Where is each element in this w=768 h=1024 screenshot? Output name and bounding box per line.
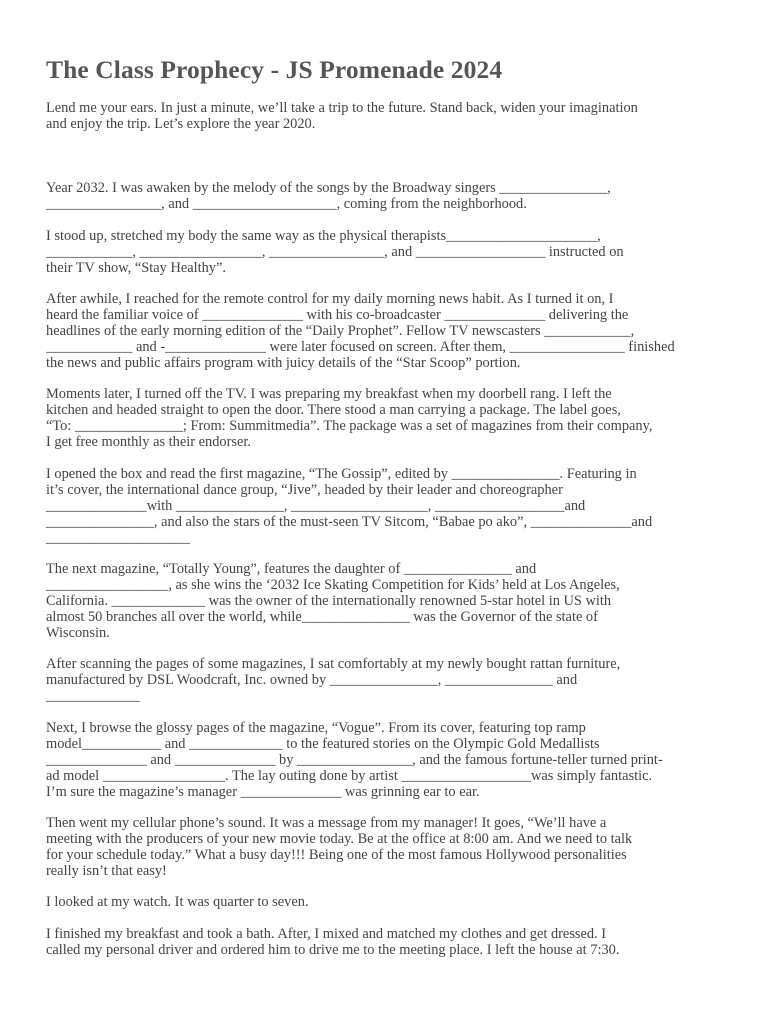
paragraph-line: _______________, and also the stars of the must-seen TV Sitcom, “Babae po ako”, ______________and <box>46 513 653 530</box>
paragraph-line: ________________, and ____________________, coming from the neighborhood. <box>46 195 527 212</box>
paragraph-watch <box>46 895 309 911</box>
paragraph-remote-control <box>46 292 675 372</box>
paragraph-line: I stood up, stretched my body the same way as the physical therapists_____________________, <box>46 228 601 244</box>
paragraph-doorbell <box>46 387 652 451</box>
paragraph-line: ____________ and -______________ were later focused on screen. After them, ________________ finished <box>46 338 675 355</box>
paragraph-line: I looked at my watch. It was quarter to seven. <box>46 894 309 910</box>
paragraph-line: meeting with the producers of your new movie today. Be at the office at 8:00 am. And we need to talk <box>46 830 633 847</box>
paragraph-line: called my personal driver and ordered him to drive me to the meeting place. I left the house at 7:30. <box>46 941 620 958</box>
paragraph-line: Wisconsin. <box>46 624 110 641</box>
paragraph-line: California. _____________ was the owner of the internationally renowned 5-star hotel in US with <box>46 592 612 609</box>
paragraph-line: Lend me your ears. In just a minute, we’ll take a trip to the future. Stand back, widen your imagination <box>46 100 638 116</box>
paragraph-vogue <box>46 721 663 801</box>
paragraph-line: the news and public affairs program with juicy details of the “Star Scoop” portion. <box>46 354 521 371</box>
paragraph-line: it’s cover, the international dance group, “Jive”, headed by their leader and choreographer <box>46 481 563 498</box>
paragraph-line: The next magazine, “Totally Young”, features the daughter of _______________ and <box>46 561 537 577</box>
paragraph-rattan <box>46 657 620 705</box>
paragraph-line: almost 50 branches all over the world, while_______________ was the Governor of the state of <box>46 608 598 625</box>
paragraph-totally-young <box>46 562 620 642</box>
paragraph-line: really isn’t that easy! <box>46 862 167 879</box>
paragraph-line: I get free monthly as their endorser. <box>46 433 251 450</box>
page-title: The Class Prophecy - JS Promenade 2024 <box>46 55 503 84</box>
paragraph-line: After scanning the pages of some magazines, I sat comfortably at my newly bought rattan furniture, <box>46 656 621 672</box>
paragraph-line: _____________ <box>46 687 140 704</box>
paragraph-line: headlines of the early morning edition of the “Daily Prophet”. Fellow TV newscasters ____________, <box>46 322 635 339</box>
paragraph-line: kitchen and headed straight to open the door. There stood a man carrying a package. The label goes, <box>46 401 621 418</box>
paragraph-line: model___________ and _____________ to the featured stories on the Olympic Gold Medallists <box>46 735 600 752</box>
paragraph-line: Year 2032. I was awaken by the melody of the songs by the Broadway singers _______________, <box>46 180 611 196</box>
paragraph-line: Moments later, I turned off the TV. I was preparing my breakfast when my doorbell rang. I left the <box>46 386 612 402</box>
paragraph-stood-up <box>46 229 624 277</box>
paragraph-line: for your schedule today.” What a busy day!!! Being one of the most famous Hollywood personalities <box>46 846 627 863</box>
paragraph-year-2032 <box>46 181 611 213</box>
paragraph-line: “To: _______________; From: Summitmedia”. The package was a set of magazines from their company, <box>46 417 653 434</box>
paragraph-line: I finished my breakfast and took a bath. After, I mixed and matched my clothes and get dressed. I <box>46 926 607 942</box>
paragraph-line: I’m sure the magazine’s manager ______________ was grinning ear to ear. <box>46 783 480 800</box>
paragraph-cellphone <box>46 816 632 880</box>
paragraph-line: ____________, _________________, ________________, and __________________ instructed on <box>46 243 624 260</box>
paragraph-line: Then went my cellular phone’s sound. It was a message from my manager! It goes, “We’ll have a <box>46 815 607 831</box>
paragraph-breakfast <box>46 927 619 959</box>
paragraph-intro <box>46 101 638 133</box>
paragraph-line: Next, I browse the glossy pages of the magazine, “Vogue”. From its cover, featuring top ramp <box>46 720 586 736</box>
paragraph-line: manufactured by DSL Woodcraft, Inc. owned by _______________, _______________ and <box>46 671 578 688</box>
paragraph-line: After awhile, I reached for the remote control for my daily morning news habit. As I turned it on, I <box>46 291 614 307</box>
paragraph-line: _________________, as she wins the ‘2032 Ice Skating Competition for Kids’ held at Los Angeles, <box>46 576 620 593</box>
paragraph-line: ______________ and ______________ by ________________, and the famous fortune-teller turned print- <box>46 751 663 768</box>
paragraph-line: ad model _________________. The lay outing done by artist __________________was simply fantastic. <box>46 767 653 784</box>
paragraph-line: ____________________ <box>46 529 190 546</box>
paragraph-line: I opened the box and read the first magazine, “The Gossip”, edited by _______________. Featuring in <box>46 466 637 482</box>
paragraph-the-gossip <box>46 467 652 547</box>
paragraph-line: heard the familiar voice of ______________ with his co-broadcaster ______________ delivering the <box>46 306 629 323</box>
paragraph-line: ______________with _______________, ___________________, __________________and <box>46 497 586 514</box>
paragraph-line: their TV show, “Stay Healthy”. <box>46 259 226 276</box>
paragraph-line: and enjoy the trip. Let’s explore the year 2020. <box>46 115 316 132</box>
